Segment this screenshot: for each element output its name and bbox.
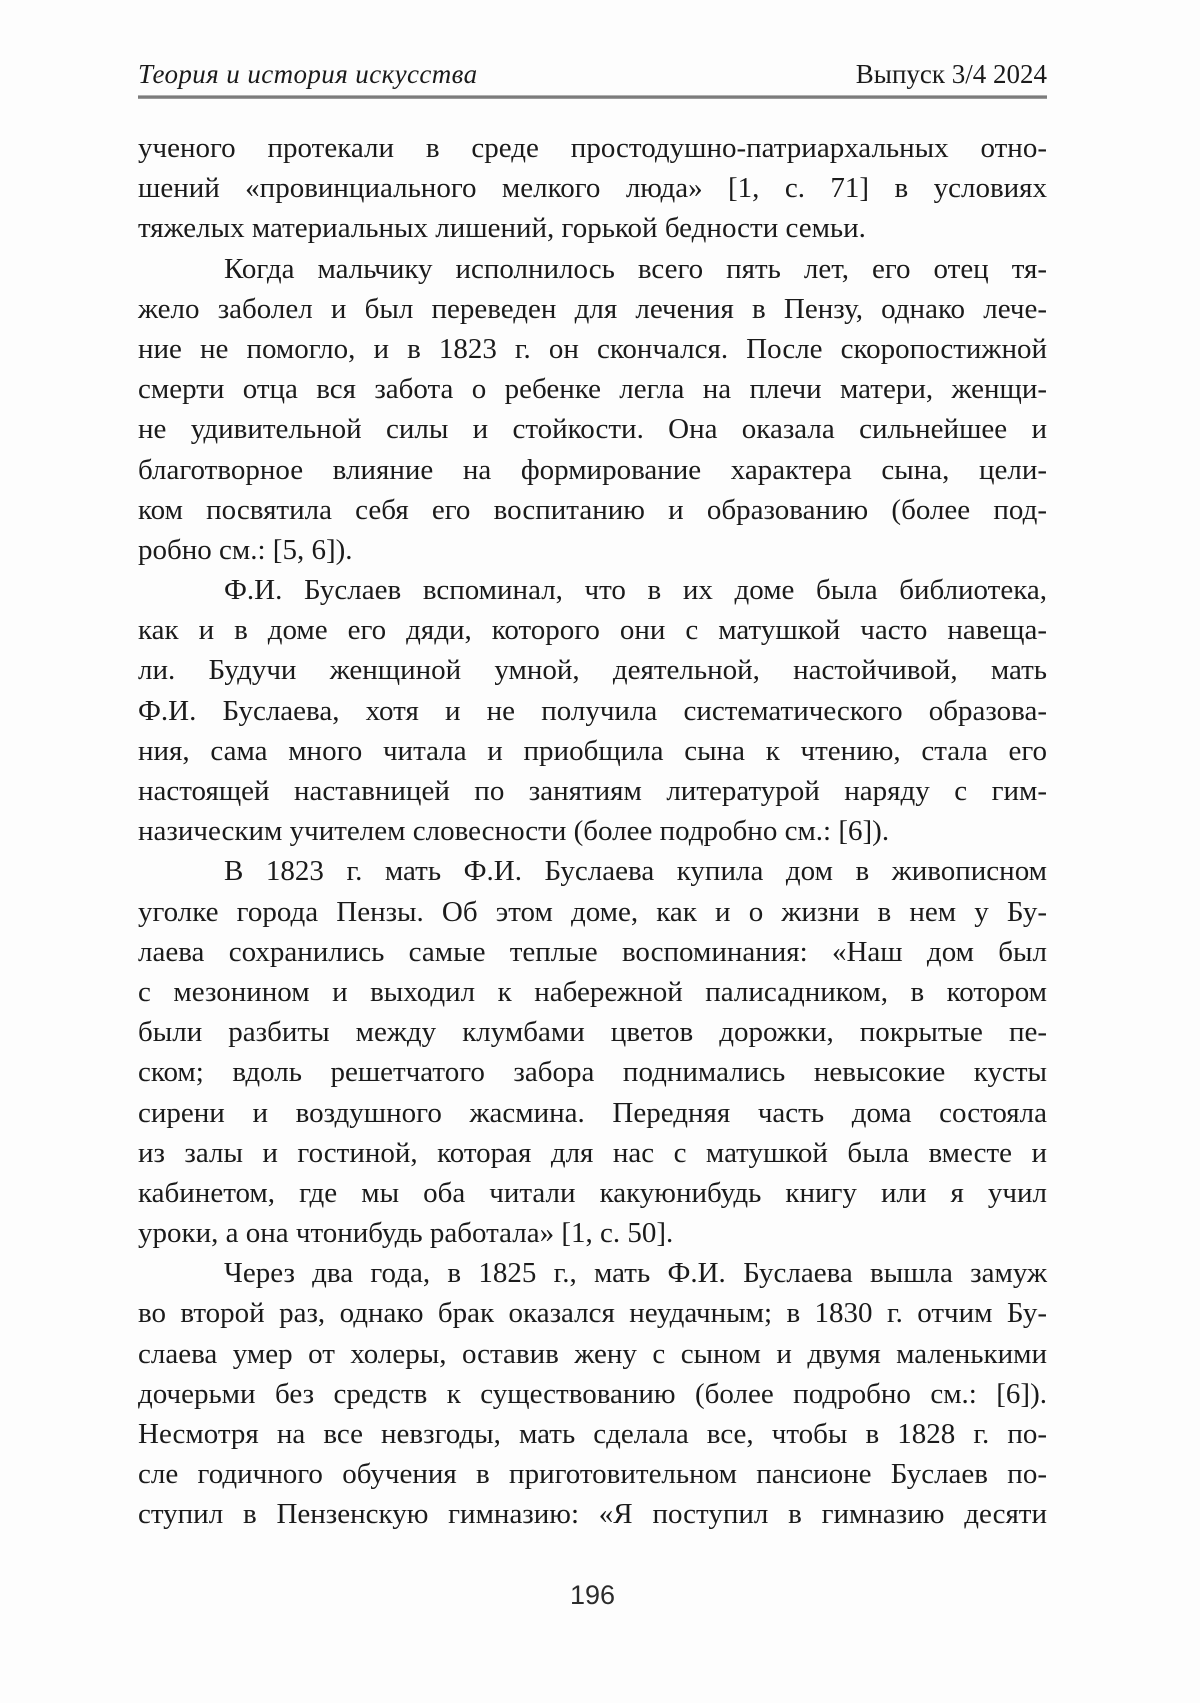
text-line: во второй раз, однако брак оказался неудачным; в 1830 г. отчим Бу- — [138, 1297, 1047, 1330]
running-head-section-title: Теория и история искусства — [138, 59, 478, 89]
text-line: сле годичного обучения в приготовительном пансионе Буслаев по- — [138, 1458, 1047, 1491]
text-line: с мезонином и выходил к набережной палисадником, в котором — [138, 975, 1047, 1008]
text-line: уроки, а она чтонибудь работала» [1, с. 50]. — [138, 1217, 674, 1250]
text-line: ния, сама много читала и приобщила сына к чтению, стала его — [138, 734, 1047, 767]
text-line: ние не помогло, и в 1823 г. он скончался. После скоропостижной — [138, 332, 1047, 365]
text-line: Ф.И. Буслаева, хотя и не получила систематического образова- — [138, 694, 1047, 727]
text-line: ском; вдоль решетчатого забора поднимались невысокие кусты — [138, 1056, 1047, 1089]
text-line: назическим учителем словесности (более подробно см.: [6]). — [138, 815, 890, 848]
text-line: В 1823 г. мать Ф.И. Буслаева купила дом в живописном — [224, 855, 1047, 888]
text-line: лаева сохранились самые теплые воспоминания: «Наш дом был — [138, 935, 1047, 968]
text-line: тяжелых материальных лишений, горькой бедности семьи. — [138, 212, 866, 245]
text-line: Когда мальчику исполнилось всего пять лет, его отец тя- — [224, 252, 1047, 285]
header-rule — [138, 95, 1047, 99]
text-line: слаева умер от холеры, оставив жену с сыном и двумя маленькими — [138, 1337, 1047, 1370]
text-line: Ф.И. Буслаев вспоминал, что в их доме была библиотека, — [224, 574, 1047, 607]
text-line: шений «провинциального мелкого люда» [1, с. 71] в условиях — [138, 172, 1047, 205]
text-line: кабинетом, где мы оба читали какуюнибудь книгу или я учил — [138, 1176, 1047, 1209]
text-line: ли. Будучи женщиной умной, деятельной, настойчивой, мать — [138, 654, 1047, 687]
text-line: ступил в Пензенскую гимназию: «Я поступил в гимназию десяти — [138, 1498, 1047, 1531]
text-line: были разбиты между клумбами цветов дорожки, покрытые пе- — [138, 1016, 1047, 1049]
text-line: ученого протекали в среде простодушно-патриархальных отно- — [138, 132, 1047, 164]
text-line: сирени и воздушного жасмина. Передняя часть дома состояла — [138, 1096, 1047, 1129]
text-line: настоящей наставницей по занятиям литературой наряду с гим- — [138, 775, 1047, 807]
article-body — [138, 128, 1047, 1535]
text-line: робно см.: [5, 6]). — [138, 533, 353, 566]
text-line: жело заболел и был переведен для лечения в Пензу, однако лече- — [138, 292, 1047, 325]
text-line: смерти отца вся забота о ребенке легла на плечи матери, женщи- — [138, 373, 1047, 406]
text-line: благотворное влияние на формирование характера сына, цели- — [138, 453, 1047, 486]
text-line: как и в доме его дяди, которого они с матушкой часто навеща- — [138, 614, 1047, 647]
running-head — [138, 58, 1047, 90]
running-head-issue: Выпуск 3/4 2024 — [855, 59, 1047, 89]
text-line: из залы и гостиной, которая для нас с матушкой была вместе и — [138, 1136, 1047, 1169]
page-number: 196 — [569, 1580, 616, 1610]
text-line: ком посвятила себя его воспитанию и образованию (более под- — [138, 493, 1047, 526]
text-line: не удивительной силы и стойкости. Она оказала сильнейшее и — [138, 413, 1047, 446]
text-line: Несмотря на все невзгоды, мать сделала все, чтобы в 1828 г. по- — [138, 1418, 1047, 1450]
text-line: дочерьми без средств к существованию (более подробно см.: [6]). — [138, 1377, 1047, 1410]
text-line: уголке города Пензы. Об этом доме, как и о жизни в нем у Бу- — [138, 895, 1047, 928]
text-line: Через два года, в 1825 г., мать Ф.И. Буслаева вышла замуж — [224, 1257, 1047, 1290]
